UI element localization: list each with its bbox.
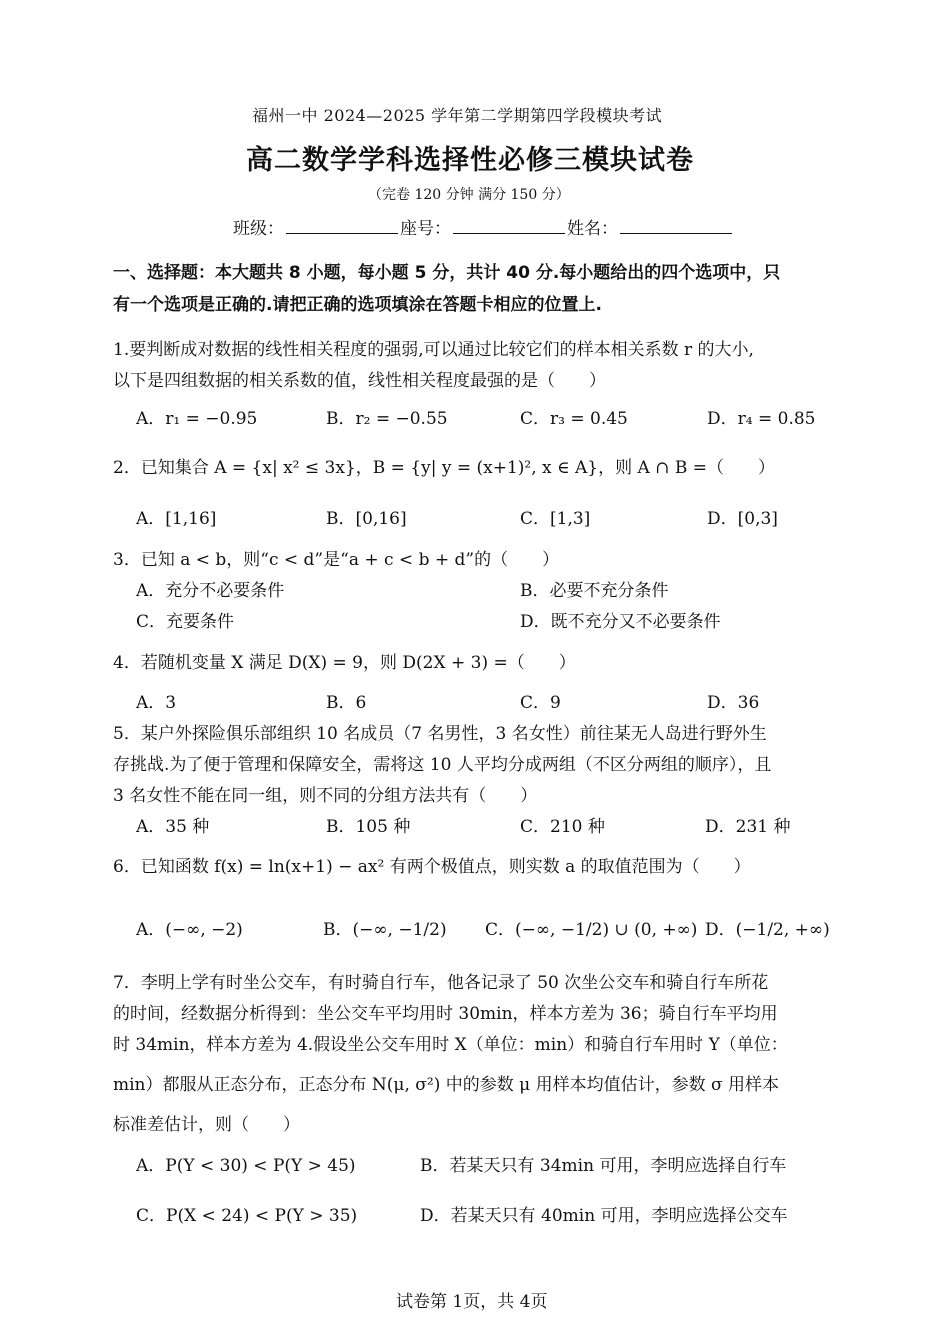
q4-option-b: B．6 [326,693,367,713]
q5-line2: 存挑战.为了便于管理和保障安全，需将这 10 人平均分成两组（不区分两组的顺序），且 [113,755,772,775]
q4-option-a: A．3 [136,693,177,713]
q1-option-c: C．r₃ = 0.45 [520,409,628,429]
q4-stem: 4．若随机变量 X 满足 D(X) = 9，则 D(2X + 3) =（ ） [113,653,576,673]
q1-option-d: D．r₄ = 0.85 [707,409,816,429]
q5-option-c: C．210 种 [520,817,605,837]
q5-line3: 3 名女性不能在同一组，则不同的分组方法共有（ ） [113,786,538,806]
q7-line1: 7．李明上学有时坐公交车，有时骑自行车，他各记录了 50 次坐公交车和骑自行车所花 [113,973,769,993]
name-blank [620,219,732,234]
q1-line2: 以下是四组数据的相关系数的值，线性相关程度最强的是（ ） [113,371,606,391]
q5-option-b: B．105 种 [326,817,411,837]
exam-duration-note: （完卷 120 分钟 满分 150 分） [368,187,570,203]
q6-option-a: A．(−∞, −2) [136,920,243,940]
q1-line1: 1.要判断成对数据的线性相关程度的强弱,可以通过比较它们的样本相关系数 r 的大小, [113,340,754,360]
q7-line4: min）都服从正态分布，正态分布 N(μ, σ²) 中的参数 μ 用样本均值估计，参数 σ 用样本 [113,1075,779,1095]
q7-option-b: B．若某天只有 34min 可用，李明应选择自行车 [420,1156,787,1176]
q3-stem: 3．已知 a < b，则“c < d”是“a + c < b + d”的（ ） [113,550,560,570]
seat-blank [453,219,565,234]
q5-option-a: A．35 种 [136,817,210,837]
name-label: 姓名： [567,219,618,239]
q2-option-a: A．[1,16] [136,509,217,529]
q5-option-d: D．231 种 [705,817,791,837]
page-title: 高二数学学科选择性必修三模块试卷 [246,145,694,176]
q2-option-b: B．[0,16] [326,509,407,529]
q4-option-d: D．36 [707,693,760,713]
q5-line1: 5．某户外探险俱乐部组织 10 名成员（7 名男性，3 名女性）前往某无人岛进行野外生 [113,724,767,744]
q7-line2: 的时间，经数据分析得到：坐公交车平均用时 30min，样本方差为 36；骑自行车平均用 [113,1004,778,1024]
section1-line1: 一、选择题：本大题共 8 小题，每小题 5 分，共计 40 分.每小题给出的四个选项中，只 [113,263,781,283]
q6-option-b: B．(−∞, −1/2) [323,920,447,940]
q1-option-a: A．r₁ = −0.95 [136,409,258,429]
q3-option-b: B．必要不充分条件 [520,581,669,601]
q3-option-a: A．充分不必要条件 [136,581,285,601]
q6-option-d: D．(−1/2, +∞) [705,920,830,940]
q4-option-c: C．9 [520,693,561,713]
q6-option-c: C．(−∞, −1/2) ∪ (0, +∞) [485,920,698,940]
q7-option-c: C．P(X < 24) < P(Y > 35) [136,1206,358,1226]
q7-option-d: D．若某天只有 40min 可用，李明应选择公交车 [420,1206,788,1226]
seat-label: 座号： [400,219,451,239]
q7-option-a: A．P(Y < 30) < P(Y > 45) [136,1156,356,1176]
student-info-row [233,214,734,239]
class-blank [286,219,398,234]
q2-stem: 2．已知集合 A = {x| x² ≤ 3x}，B = {y| y = (x+1)², x ∈ A}，则 A ∩ B =（ ） [113,458,775,478]
exam-subtitle: 福州一中 2024—2025 学年第二学期第四学段模块考试 [252,106,663,125]
section1-line2: 有一个选项是正确的.请把正确的选项填涂在答题卡相应的位置上. [113,295,602,315]
q7-line3: 时 34min，样本方差为 4.假设坐公交车用时 X（单位：min）和骑自行车用时 Y（单位： [113,1035,788,1055]
q1-option-b: B．r₂ = −0.55 [326,409,448,429]
q7-line5: 标准差估计，则（ ） [113,1115,300,1135]
q3-option-d: D．既不充分又不必要条件 [520,612,721,632]
q2-option-c: C．[1,3] [520,509,591,529]
q3-option-c: C．充要条件 [136,612,235,632]
q6-stem: 6．已知函数 f(x) = ln(x+1) − ax² 有两个极值点，则实数 a 的取值范围为（ ） [113,857,751,877]
page-footer: 试卷第 1页，共 4页 [396,1292,548,1312]
class-label: 班级： [233,219,284,239]
q2-option-d: D．[0,3] [707,509,778,529]
